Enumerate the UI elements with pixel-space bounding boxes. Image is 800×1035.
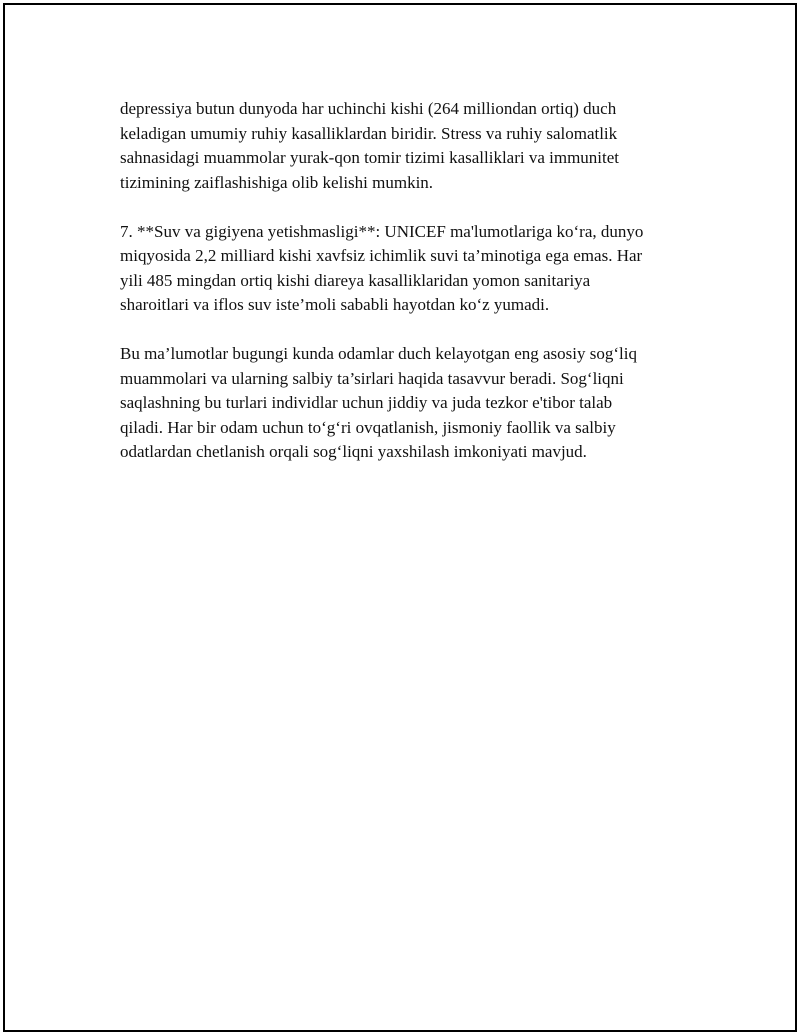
paragraph-conclusion bbox=[120, 342, 700, 465]
paragraph-depression bbox=[120, 97, 700, 195]
text-line: yili 485 mingdan ortiq kishi diareya kasalliklaridan yomon sanitariya bbox=[120, 270, 591, 290]
text-line: saqlashning bu turlari individlar uchun jiddiy va juda tezkor e'tibor talab bbox=[120, 393, 613, 412]
document-body bbox=[120, 97, 700, 489]
text-line: Bu ma’lumotlar bugungi kunda odamlar duch kelayotgan eng asosiy sog‘liq bbox=[120, 344, 637, 363]
text-line: tizimining zaiflashishiga olib kelishi mumkin. bbox=[120, 172, 434, 192]
document-page bbox=[3, 3, 797, 1032]
text-line: sahnasidagi muammolar yurak-qon tomir tizimi kasalliklari va immunitet bbox=[120, 148, 620, 167]
text-line: depressiya butun dunyoda har uchinchi kishi (264 milliondan ortiq) duch bbox=[120, 99, 617, 118]
text-line: miqyosida 2,2 milliard kishi xavfsiz ichimlik suvi ta’minotiga ega emas. Har bbox=[120, 246, 643, 265]
text-line: odatlardan chetlanish orqali sog‘liqni yaxshilash imkoniyati mavjud. bbox=[120, 442, 587, 461]
text-line: qiladi. Har bir odam uchun to‘g‘ri ovqatlanish, jismoniy faollik va salbiy bbox=[120, 417, 616, 437]
text-line: muammolari va ularning salbiy ta’sirlari haqida tasavvur beradi. Sog‘liqni bbox=[120, 368, 624, 388]
text-line: sharoitlari va iflos suv iste’moli sababli hayotdan ko‘z yumadi. bbox=[120, 295, 550, 314]
text-line: 7. **Suv va gigiyena yetishmasligi**: UNICEF ma'lumotlariga ko‘ra, dunyo bbox=[120, 221, 644, 241]
text-line: keladigan umumiy ruhiy kasalliklardan biridir. Stress va ruhiy salomatlik bbox=[120, 123, 618, 143]
paragraph-water-hygiene bbox=[120, 220, 700, 318]
